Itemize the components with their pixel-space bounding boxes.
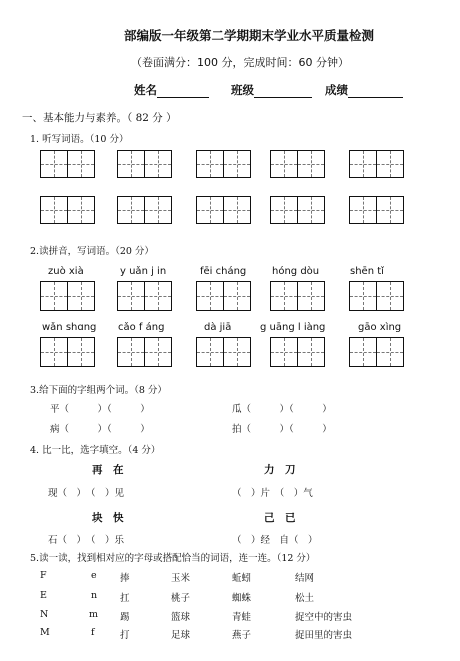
- section-heading: 一、基本能力与素养。（ 82 分 ）: [22, 112, 177, 124]
- grid-cell[interactable]: [117, 196, 145, 224]
- action-phrase[interactable]: 捉空中的害虫: [295, 612, 353, 623]
- grid-cell[interactable]: [223, 281, 251, 311]
- grid-cell[interactable]: [297, 337, 325, 367]
- word-group-item[interactable]: [232, 421, 332, 435]
- object-word[interactable]: 桃子: [171, 593, 191, 604]
- grid-cell[interactable]: [144, 281, 172, 311]
- lowercase-letter[interactable]: n: [91, 590, 98, 601]
- writing-grid[interactable]: [196, 337, 250, 367]
- action-phrase[interactable]: 结网: [295, 573, 315, 584]
- grid-cell[interactable]: [40, 337, 68, 367]
- grid-cell[interactable]: [349, 281, 377, 311]
- fill-blank-line[interactable]: （ ）片 （ ）气: [232, 488, 313, 499]
- name-blank[interactable]: [157, 85, 209, 98]
- grid-cell[interactable]: [223, 196, 251, 224]
- grid-cell[interactable]: [376, 150, 404, 178]
- writing-grid[interactable]: [349, 196, 403, 224]
- char-pair: 再 在: [92, 464, 124, 476]
- lowercase-letter[interactable]: m: [89, 609, 99, 620]
- base-char: 平: [50, 404, 60, 415]
- writing-grid[interactable]: [270, 281, 324, 311]
- grid-cell[interactable]: [40, 281, 68, 311]
- grid-cell[interactable]: [297, 281, 325, 311]
- fill-blank-line[interactable]: 石（ ） （ ）乐: [48, 535, 125, 546]
- question-1-prompt: 1. 听写词语。（10 分）: [30, 134, 129, 145]
- writing-grid[interactable]: [270, 196, 324, 224]
- char-pair: 力 刀: [264, 464, 296, 476]
- writing-grid[interactable]: [117, 281, 171, 311]
- writing-grid[interactable]: [270, 150, 324, 178]
- word-group-item[interactable]: [50, 401, 150, 415]
- writing-grid[interactable]: [196, 150, 250, 178]
- grid-cell[interactable]: [196, 196, 224, 224]
- uppercase-letter[interactable]: M: [40, 627, 50, 638]
- writing-grid[interactable]: [349, 150, 403, 178]
- pinyin-label: cǎo f áng: [118, 322, 165, 333]
- fill-blank-line[interactable]: 现（ ） （ ）见: [48, 488, 125, 499]
- action-phrase[interactable]: 捉田里的害虫: [295, 630, 353, 641]
- answer-parens[interactable]: （ ）（ ）: [59, 424, 150, 435]
- exam-subtitle: （卷面满分：100 分，完成时间：60 分钟）: [131, 56, 349, 69]
- writing-grid[interactable]: [117, 337, 171, 367]
- score-blank[interactable]: [348, 85, 403, 98]
- writing-grid[interactable]: [270, 337, 324, 367]
- grid-cell[interactable]: [40, 150, 68, 178]
- grid-cell[interactable]: [67, 281, 95, 311]
- pinyin-label: y uǎn j in: [120, 266, 167, 277]
- class-blank[interactable]: [254, 85, 312, 98]
- class-label: 班级: [231, 83, 254, 97]
- writing-grid[interactable]: [40, 150, 94, 178]
- object-word[interactable]: 玉米: [171, 573, 191, 584]
- grid-cell[interactable]: [196, 337, 224, 367]
- grid-cell[interactable]: [376, 281, 404, 311]
- pinyin-label: fēi cháng: [200, 266, 247, 277]
- score-label: 成绩: [325, 83, 348, 97]
- grid-cell[interactable]: [196, 150, 224, 178]
- base-char: 拍: [232, 424, 242, 435]
- uppercase-letter[interactable]: F: [40, 570, 47, 581]
- char-pair: 块 快: [92, 512, 124, 524]
- grid-cell[interactable]: [223, 150, 251, 178]
- name-label: 姓名: [134, 83, 157, 97]
- grid-cell[interactable]: [349, 337, 377, 367]
- grid-cell[interactable]: [117, 337, 145, 367]
- verb-word[interactable]: 踢: [120, 612, 130, 623]
- grid-cell[interactable]: [270, 281, 298, 311]
- lowercase-letter[interactable]: f: [91, 627, 95, 638]
- grid-cell[interactable]: [349, 150, 377, 178]
- uppercase-letter[interactable]: N: [40, 609, 49, 620]
- base-char: 病: [50, 424, 60, 435]
- grid-cell[interactable]: [67, 337, 95, 367]
- pinyin-label: dà jiā: [204, 322, 232, 333]
- writing-grid[interactable]: [40, 281, 94, 311]
- grid-cell[interactable]: [67, 150, 95, 178]
- grid-cell[interactable]: [196, 281, 224, 311]
- verb-word[interactable]: 捧: [120, 573, 130, 584]
- grid-cell[interactable]: [270, 337, 298, 367]
- animal-word[interactable]: 蚯蚓: [232, 573, 252, 584]
- question-3-prompt: 3.给下面的字组两个词。（8 分）: [30, 385, 167, 396]
- grid-cell[interactable]: [297, 150, 325, 178]
- pinyin-label: g uāng l iàng: [260, 322, 326, 333]
- pinyin-label: zuò xià: [48, 266, 84, 277]
- grid-cell[interactable]: [376, 337, 404, 367]
- pinyin-label: shēn tǐ: [350, 266, 384, 277]
- writing-grid[interactable]: [40, 196, 94, 224]
- fill-blank-line[interactable]: （ ）经 自（ ）: [232, 535, 318, 546]
- word-group-item[interactable]: [50, 421, 150, 435]
- writing-grid[interactable]: [40, 337, 94, 367]
- base-char: 瓜: [232, 404, 242, 415]
- grid-cell[interactable]: [144, 150, 172, 178]
- writing-grid[interactable]: [117, 196, 171, 224]
- question-5-prompt: 5.读一读，找到相对应的字母或搭配恰当的词语，连一连。（12 分）: [30, 553, 316, 564]
- verb-word[interactable]: 打: [120, 630, 130, 641]
- lowercase-letter[interactable]: e: [91, 570, 97, 581]
- writing-grid[interactable]: [349, 337, 403, 367]
- grid-cell[interactable]: [67, 196, 95, 224]
- grid-cell[interactable]: [144, 337, 172, 367]
- animal-word[interactable]: 蜘蛛: [232, 593, 252, 604]
- answer-parens[interactable]: （ ）（ ）: [59, 404, 150, 415]
- pinyin-label: wǎn shɑng: [42, 322, 97, 333]
- grid-cell[interactable]: [376, 196, 404, 224]
- question-2-prompt: 2.读拼音，写词语。（20 分）: [30, 246, 154, 257]
- grid-cell[interactable]: [349, 196, 377, 224]
- writing-grid[interactable]: [196, 196, 250, 224]
- pinyin-label: gāo xìng: [358, 322, 402, 333]
- grid-cell[interactable]: [223, 337, 251, 367]
- word-group-item[interactable]: [232, 401, 332, 415]
- grid-cell[interactable]: [117, 281, 145, 311]
- class-field[interactable]: [231, 82, 312, 98]
- uppercase-letter[interactable]: E: [40, 590, 47, 601]
- score-field[interactable]: [325, 82, 403, 98]
- char-pair: 己 已: [264, 512, 296, 524]
- action-phrase[interactable]: 松土: [295, 593, 315, 604]
- grid-cell[interactable]: [144, 196, 172, 224]
- writing-grid[interactable]: [196, 281, 250, 311]
- animal-word[interactable]: 青蛙: [232, 612, 252, 623]
- grid-cell[interactable]: [297, 196, 325, 224]
- answer-parens[interactable]: （ ）（ ）: [241, 424, 332, 435]
- verb-word[interactable]: 扛: [120, 593, 130, 604]
- animal-word[interactable]: 燕子: [232, 630, 252, 641]
- grid-cell[interactable]: [40, 196, 68, 224]
- page-title: 部编版一年级第二学期期末学业水平质量检测: [124, 28, 375, 43]
- grid-cell[interactable]: [270, 150, 298, 178]
- object-word[interactable]: 足球: [171, 630, 191, 641]
- grid-cell[interactable]: [270, 196, 298, 224]
- grid-cell[interactable]: [117, 150, 145, 178]
- writing-grid[interactable]: [117, 150, 171, 178]
- object-word[interactable]: 篮球: [171, 612, 191, 623]
- pinyin-label: hóng dòu: [272, 266, 320, 277]
- name-field[interactable]: [134, 82, 209, 98]
- answer-parens[interactable]: （ ）（ ）: [241, 404, 332, 415]
- question-4-prompt: 4. 比一比，选字填空。（4 分）: [30, 445, 161, 456]
- writing-grid[interactable]: [349, 281, 403, 311]
